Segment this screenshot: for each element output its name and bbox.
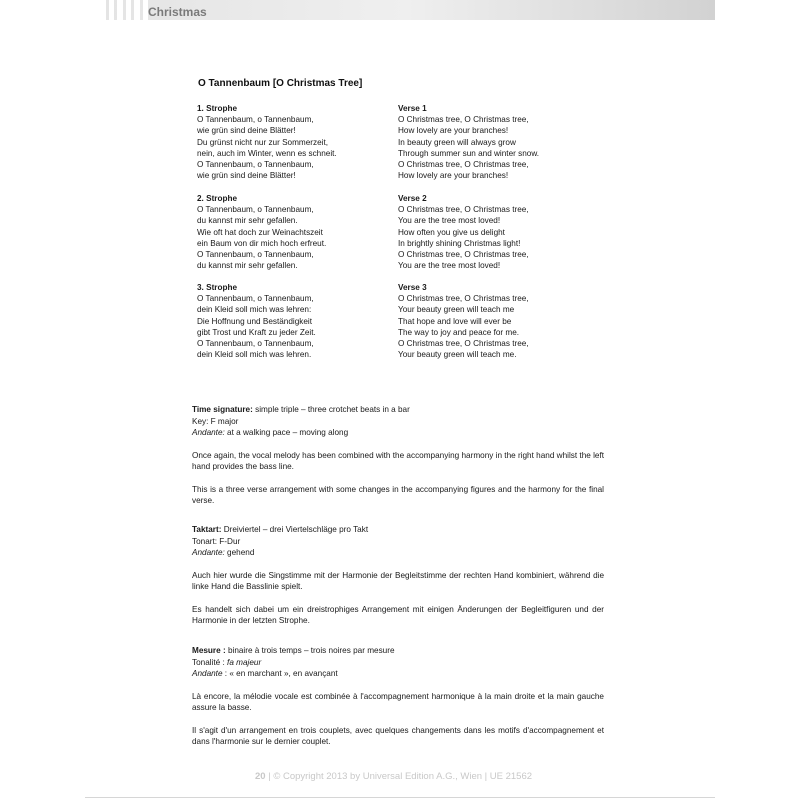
tempo-label: Andante: [192, 669, 223, 678]
notes-paragraph: Auch hier wurde die Singstimme mit der Harmonie der Begleitstimme der rechten Hand kombiniert, während die linke Hand die Basslinie spielt.: [192, 570, 604, 591]
time-signature-label: Time signature:: [192, 405, 253, 414]
notes-paragraph: Once again, the vocal melody has been combined with the accompanying harmony in the right hand whilst the left hand provides the bass line.: [192, 450, 604, 471]
notes-paragraph: Es handelt sich dabei um ein dreistrophiges Arrangement mit einigen Änderungen der Begleitfiguren und der Harmonie in der letzten Strophe.: [192, 604, 604, 625]
verse-line: O Tannenbaum, o Tannenbaum,: [197, 205, 314, 215]
verse-heading: Verse 3: [398, 283, 427, 292]
german-verse-2: [197, 193, 326, 271]
verse-line: The way to joy and peace for me.: [398, 327, 520, 337]
time-signature-value: Dreiviertel – drei Viertelschläge pro Takt: [221, 525, 369, 534]
verse-line: Wie oft hat doch zur Weinachtszeit: [197, 227, 323, 237]
verse-line: O Christmas tree, O Christmas tree,: [398, 339, 529, 349]
notes-paragraph: This is a three verse arrangement with some changes in the accompanying figures and the harmony for the final verse.: [192, 484, 604, 505]
verse-line: O Christmas tree, O Christmas tree,: [398, 250, 529, 260]
verse-line: O Christmas tree, O Christmas tree,: [398, 115, 529, 125]
verse-line: How often you give us delight: [398, 227, 505, 237]
verse-line: gibt Trost und Kraft zu jeder Zeit.: [197, 327, 316, 337]
time-signature-label: Mesure :: [192, 646, 226, 655]
verse-line: In brightly shining Christmas light!: [398, 238, 521, 248]
time-signature-value: simple triple – three crotchet beats in a bar: [252, 405, 410, 414]
verse-line: O Tannenbaum, o Tannenbaum,: [197, 160, 314, 170]
verse-line: O Tannenbaum, o Tannenbaum,: [197, 115, 314, 125]
tempo-value: at a walking pace – moving along: [224, 428, 349, 437]
section-title: Christmas: [148, 5, 207, 19]
verse-line: O Christmas tree, O Christmas tree,: [398, 160, 529, 170]
german-verse-1: [197, 103, 337, 181]
notes-french: [192, 645, 604, 748]
tempo-label: Andante:: [192, 428, 225, 437]
verse-heading: 1. Strophe: [197, 104, 238, 113]
verse-heading: Verse 1: [398, 104, 427, 113]
time-signature-label: Taktart:: [192, 525, 222, 534]
english-verse-1: [398, 103, 539, 181]
english-verse-3: [398, 282, 529, 360]
verse-heading: 3. Strophe: [197, 283, 238, 292]
key-value: fa majeur: [227, 657, 262, 667]
verse-line: O Tannenbaum, o Tannenbaum,: [197, 294, 314, 304]
verse-line: dein Kleid soll mich was lehren.: [197, 350, 312, 360]
tempo-value: : « en marchant », en avançant: [222, 669, 338, 678]
verse-line: How lovely are your branches!: [398, 171, 509, 181]
header-stripes: [100, 0, 148, 20]
verse-line: You are the tree most loved!: [398, 261, 501, 271]
verse-line: You are the tree most loved!: [398, 216, 501, 226]
page-footer: [255, 771, 532, 782]
key-line: Key: F major: [192, 416, 239, 426]
notes-paragraph: Il s'agit d'un arrangement en trois couplets, avec quelques changements dans les motifs d'accompagnement et dans l'harmonie sur le dernier couplet.: [192, 725, 604, 746]
verse-line: O Tannenbaum, o Tannenbaum,: [197, 339, 314, 349]
tempo-value: gehend: [224, 548, 255, 557]
verse-line: ein Baum von dir mich hoch erfreut.: [197, 238, 327, 248]
verse-line: That hope and love will ever be: [398, 316, 512, 326]
page-number: 20: [255, 771, 266, 782]
song-title: O Tannenbaum [O Christmas Tree]: [198, 78, 363, 89]
verse-heading: Verse 2: [398, 194, 427, 203]
notes-english: [192, 404, 604, 507]
verse-line: Through summer sun and winter snow.: [398, 148, 540, 158]
verse-line: wie grün sind deine Blätter!: [197, 171, 296, 181]
key-line: Tonart: F-Dur: [192, 536, 241, 546]
english-verse-2: [398, 193, 529, 271]
tempo-label: Andante:: [192, 548, 225, 557]
time-signature-value: binaire à trois temps – trois noires par mesure: [225, 646, 395, 655]
german-verse-3: [197, 282, 316, 360]
copyright-notice: | © Copyright 2013 by Universal Edition A.G., Wien | UE 21562: [268, 771, 533, 782]
verse-line: Your beauty green will teach me: [398, 305, 515, 315]
verse-line: O Christmas tree, O Christmas tree,: [398, 205, 529, 215]
verse-line: How lovely are your branches!: [398, 126, 509, 136]
verse-line: nein, auch im Winter, wenn es schneit.: [197, 148, 337, 158]
verse-line: du kannst mir sehr gefallen.: [197, 216, 298, 226]
verse-line: Your beauty green will teach me.: [398, 350, 517, 360]
verse-line: O Christmas tree, O Christmas tree,: [398, 294, 529, 304]
verse-line: In beauty green will always grow: [398, 137, 516, 147]
notes-german: [192, 524, 604, 627]
verse-line: Die Hoffnung und Beständigkeit: [197, 316, 313, 326]
notes-paragraph: Là encore, la mélodie vocale est combinée à l'accompagnement harmonique à la main droite et la main gauche assure la basse.: [192, 691, 604, 712]
verse-line: O Tannenbaum, o Tannenbaum,: [197, 250, 314, 260]
verse-heading: 2. Strophe: [197, 194, 238, 203]
verse-line: dein Kleid soll mich was lehren:: [197, 305, 312, 315]
footer-rule: [85, 797, 715, 798]
verse-line: du kannst mir sehr gefallen.: [197, 261, 298, 271]
verse-line: wie grün sind deine Blätter!: [197, 126, 296, 136]
key-label: Tonalité :: [192, 657, 228, 667]
verse-line: Du grünst nicht nur zur Sommerzeit,: [197, 137, 329, 147]
